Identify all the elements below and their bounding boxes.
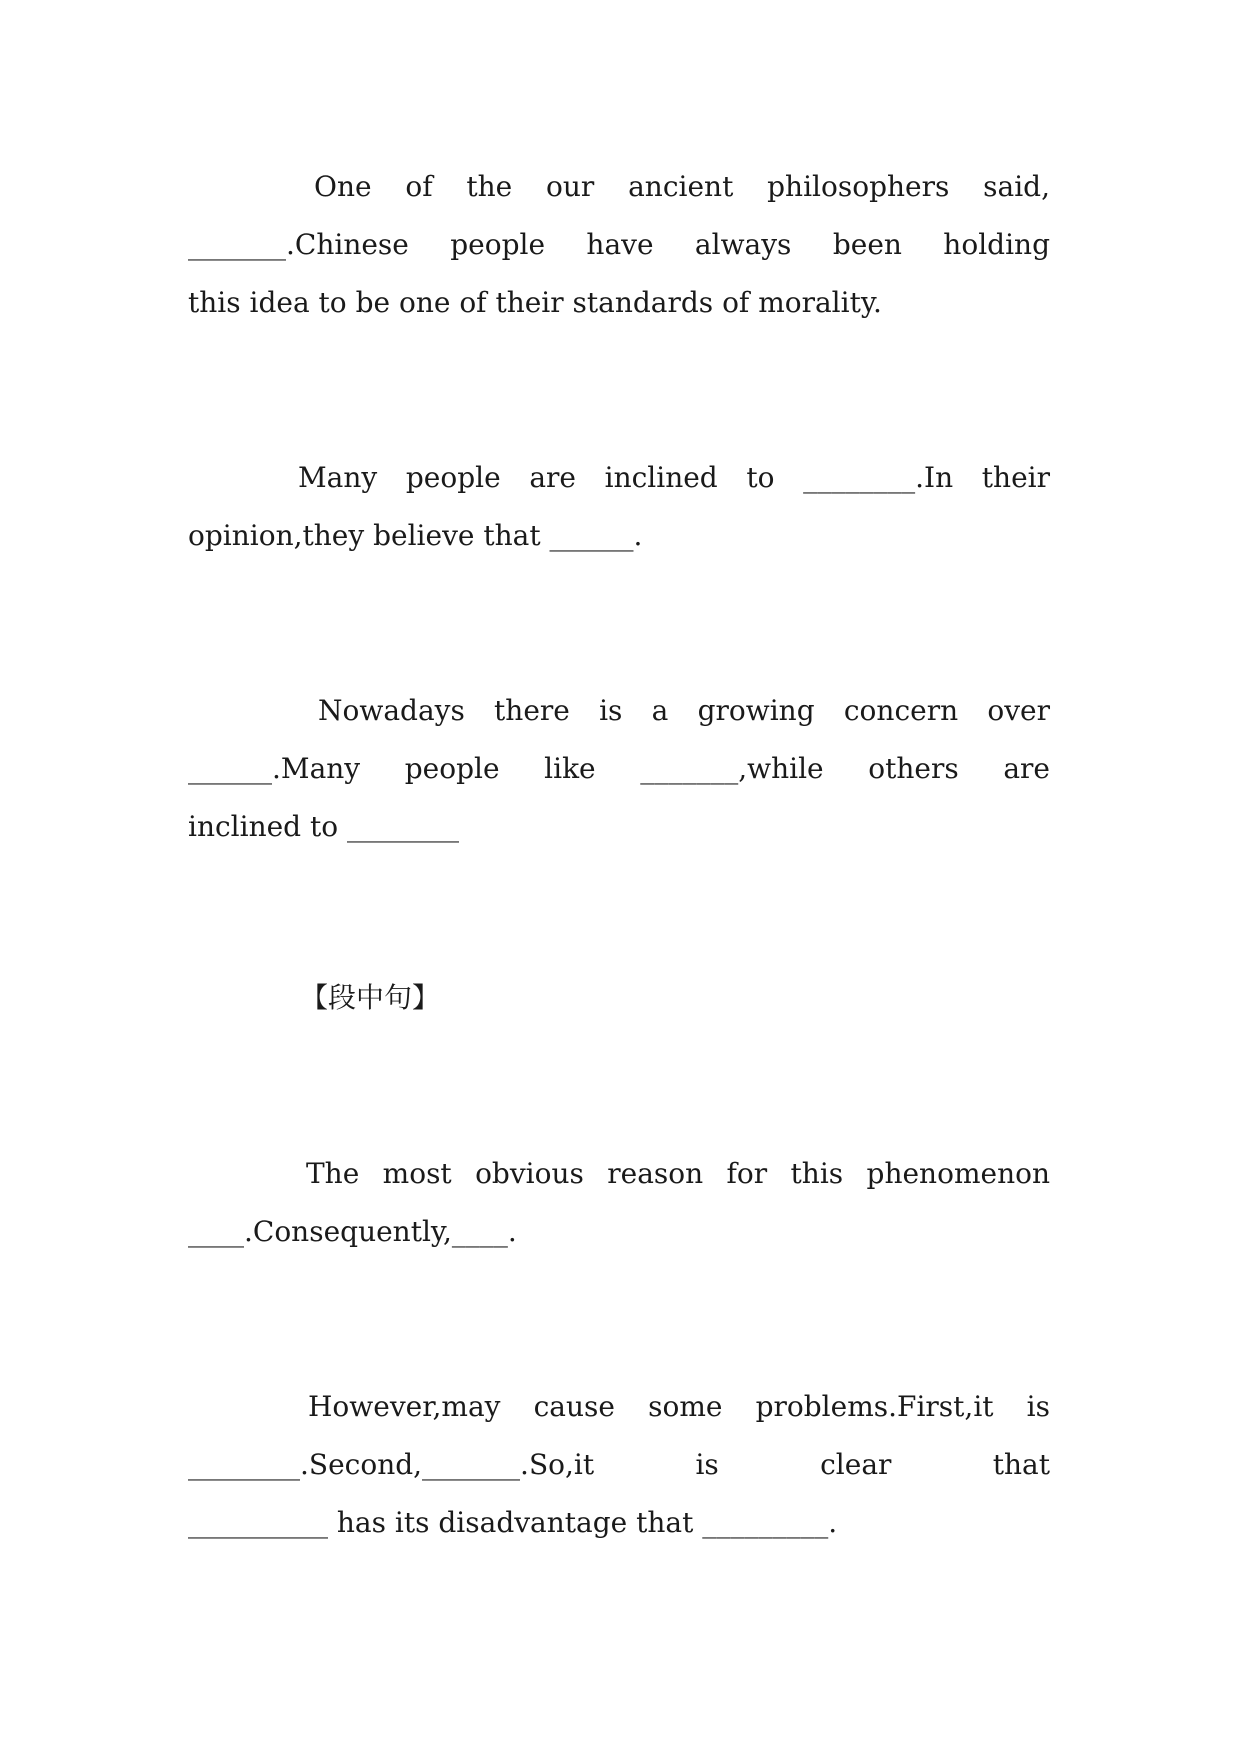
paragraph-3-line-2: ______.Many people like _______,while others are [188,752,1050,785]
paragraph-6-line-3: __________ has its disadvantage that _________. [188,1506,838,1539]
paragraph-6-line-2: ________.Second,_______.So,it is clear that [188,1448,1050,1481]
paragraph-2-line-1: Many people are inclined to ________.In their [298,461,1050,494]
section-heading: 【段中句】 [300,981,441,1014]
paragraph-6-line-1: However,may cause some problems.First,it is [308,1390,1050,1423]
paragraph-3-line-3: inclined to ________ [188,810,460,843]
paragraph-1-line-2: _______.Chinese people have always been holding [188,228,1050,261]
paragraph-1-line-3: this idea to be one of their standards of morality. [188,286,882,319]
paragraph-3-line-1: Nowadays there is a growing concern over [318,694,1050,727]
paragraph-2-line-2: opinion,they believe that ______. [188,519,643,552]
paragraph-5-line-2: ____.Consequently,____. [188,1215,517,1248]
paragraph-5-line-1: The most obvious reason for this phenomenon [306,1157,1050,1190]
paragraph-1-line-1: One of the our ancient philosophers said, [314,170,1050,203]
